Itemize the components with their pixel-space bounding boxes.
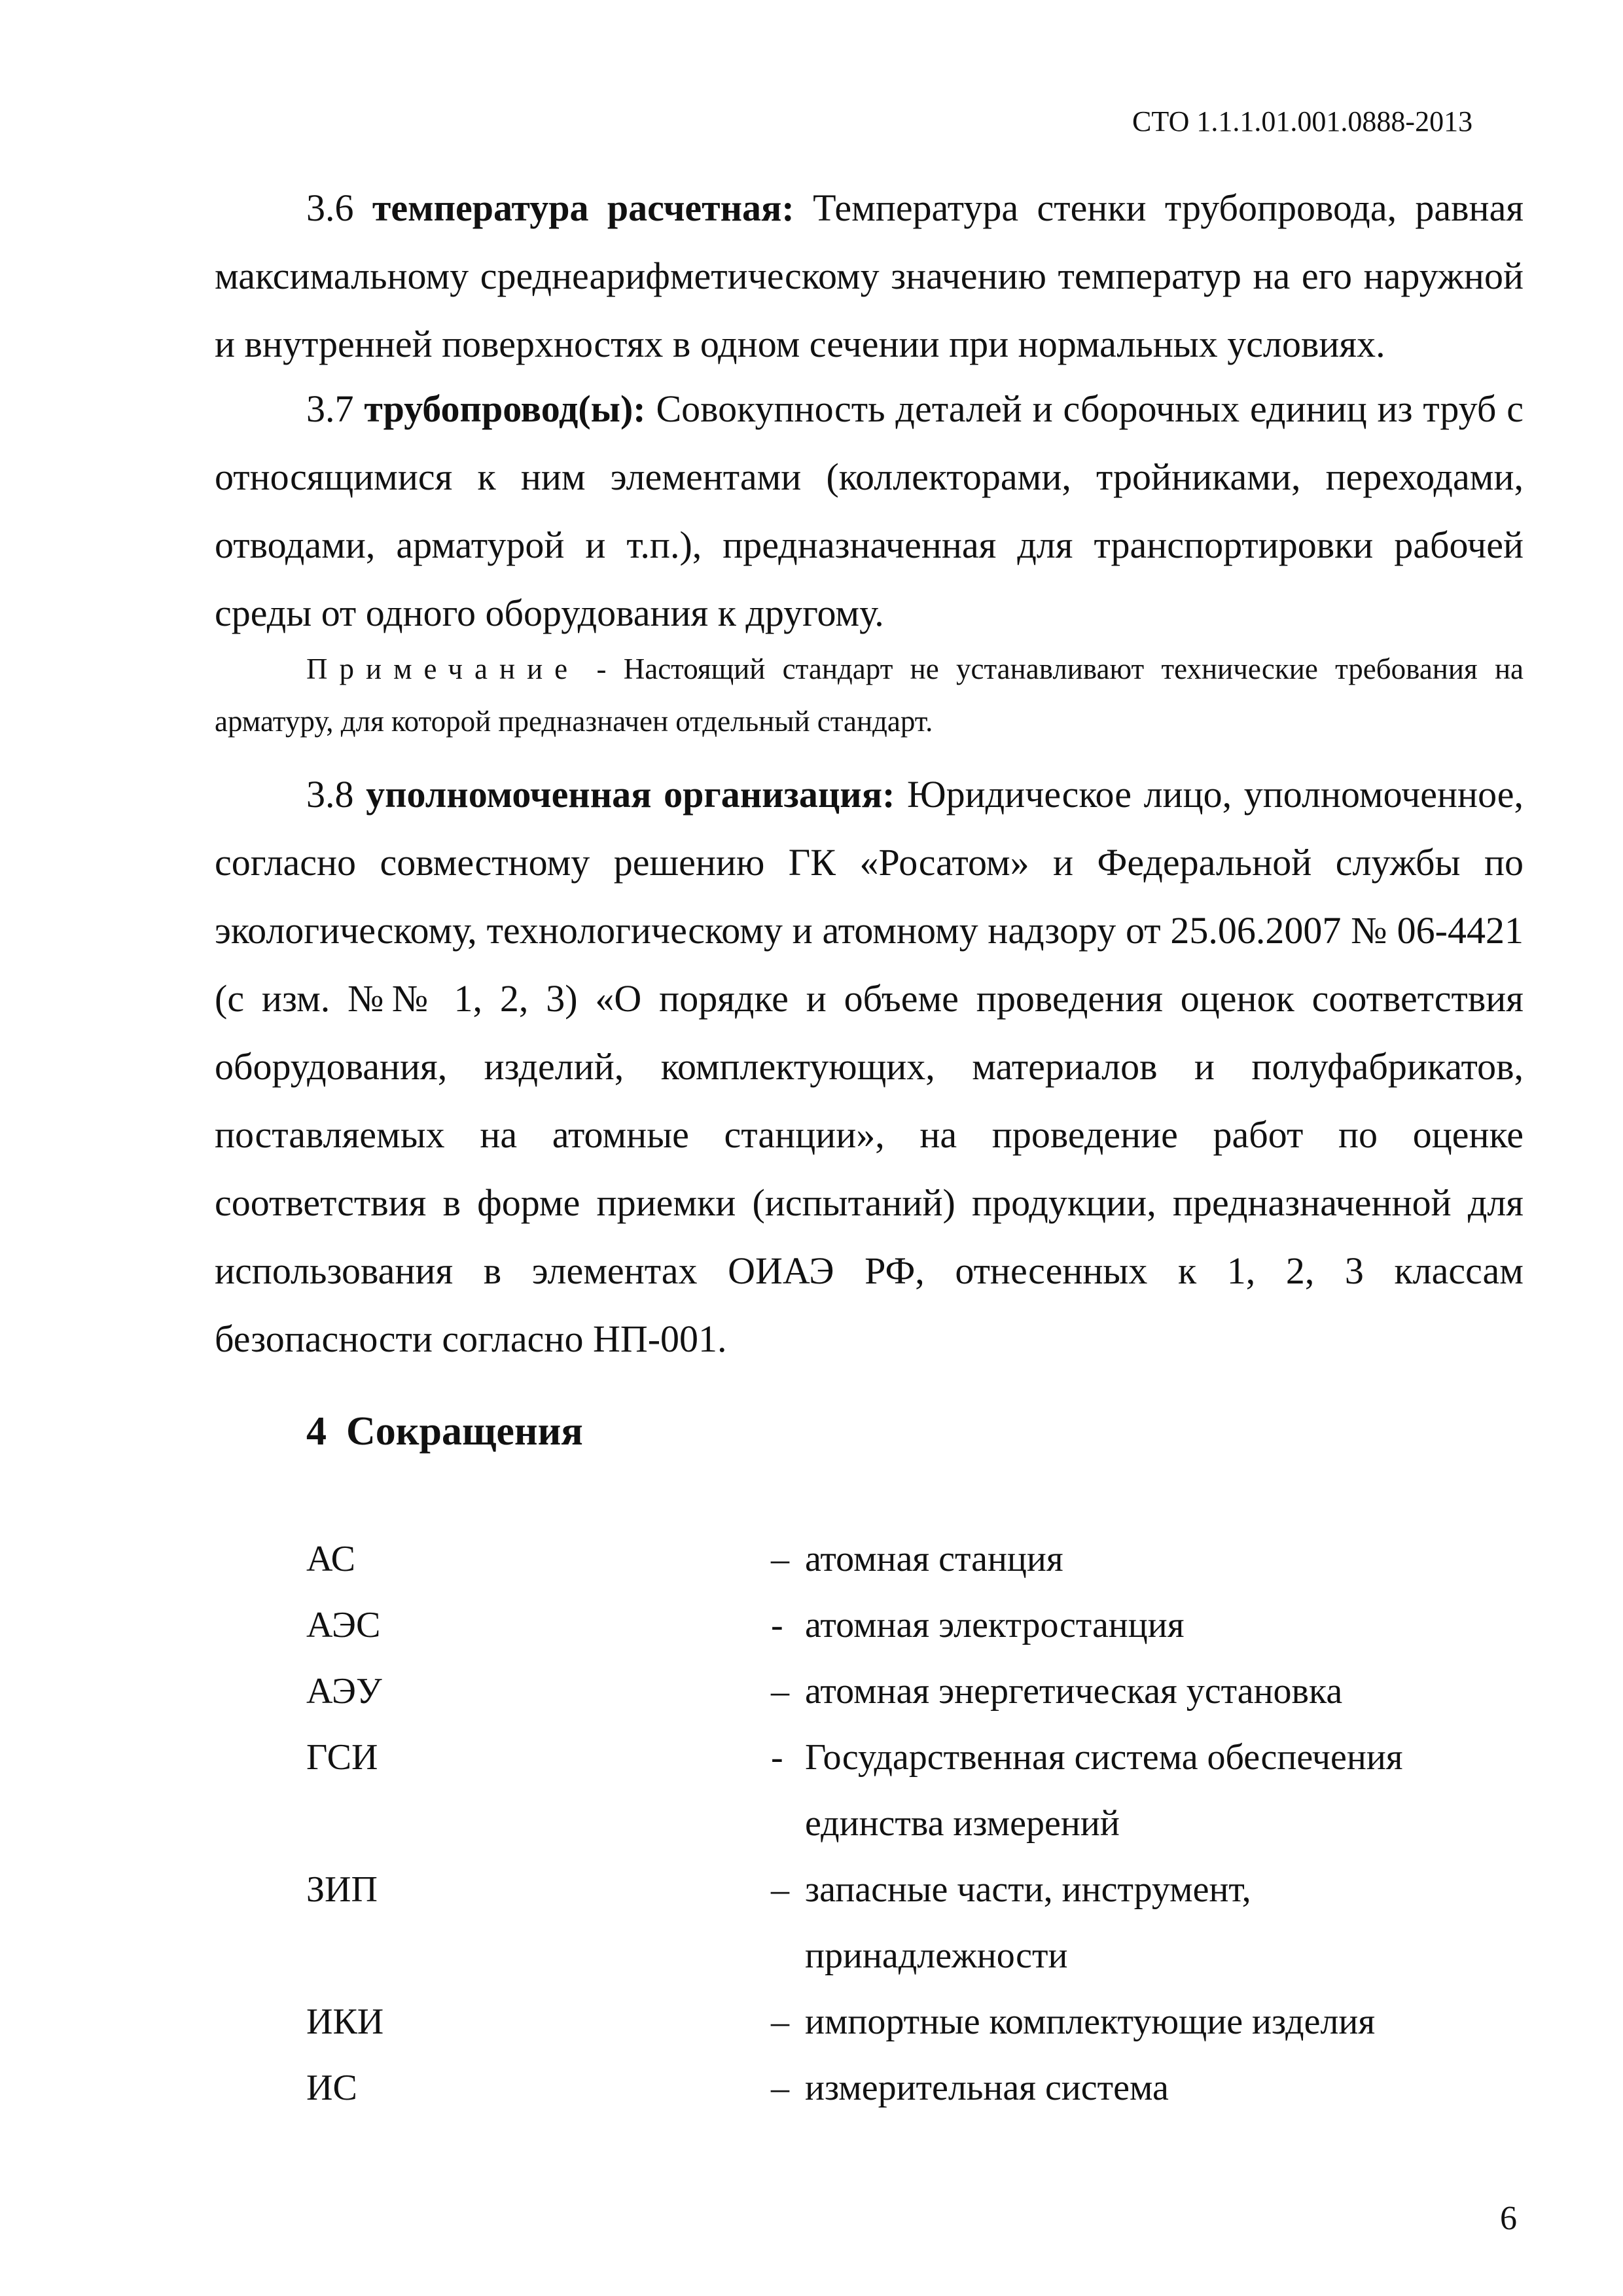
definition-text: Температура стенки трубопровода, равная максимальному среднеарифметическому значению температур на его наружной и внутренней поверхностях в одном сечении при нормальных условиях. [215, 187, 1524, 365]
abbreviation-term: АЭС [306, 1605, 381, 1645]
abbreviation-dash: – [771, 1671, 789, 1712]
abbreviation-definition: измерительная система [805, 2068, 1169, 2108]
definition-term: уполномоченная организация: [366, 773, 895, 816]
page-number: 6 [1500, 2200, 1517, 2237]
note [215, 643, 1524, 747]
abbreviation-term: АС [306, 1539, 356, 1579]
section-title: Сокращения [346, 1409, 583, 1454]
abbreviation-definition-continued: принадлежности [805, 1935, 1068, 1976]
abbreviation-term: ИС [306, 2068, 357, 2108]
definition-term: температура расчетная: [372, 187, 794, 229]
abbreviation-term: ЗИП [306, 1869, 378, 1910]
abbreviation-definition: атомная электростанция [805, 1605, 1185, 1645]
abbreviation-term: ГСИ [306, 1737, 378, 1778]
section-heading [306, 1408, 583, 1455]
definition-3-7 [215, 375, 1524, 647]
note-label: Примечание [306, 653, 580, 685]
abbreviation-dash: - [771, 1737, 783, 1778]
abbreviation-definition-continued: единства измерений [805, 1803, 1120, 1844]
note-separator: - [596, 653, 607, 685]
abbreviation-term: ИКИ [306, 2001, 384, 2042]
abbreviation-dash: - [771, 1605, 783, 1645]
abbreviation-dash: – [771, 2068, 789, 2108]
abbreviation-dash: – [771, 1539, 789, 1579]
definition-text: Юридическое лицо, уполномоченное, согласно совместному решению ГК «Росатом» и Федеральной службы по экологическому, технологическому и атомному надзору от 25.06.2007 № 06-4421 (с изм. №№ 1, 2, 3) «О порядке и объеме проведения оценок соответствия оборудования, изделий, комплектующих, материалов и полуфабрикатов, поставляемых на атомные станции», на проведение работ по оценке соответствия в форме приемки (испытаний) продукции, предназначенной для использования в элементах ОИАЭ РФ, отнесенных к 1, 2, 3 классам безопасности согласно НП-001. [215, 773, 1524, 1360]
abbreviation-definition: импортные комплектующие изделия [805, 2001, 1376, 2042]
section-number: 4 [306, 1409, 327, 1454]
abbreviation-term: АЭУ [306, 1671, 382, 1712]
definition-term: трубопровод(ы): [364, 387, 646, 430]
note-text: Настоящий стандарт не устанавливают технические требования на арматуру, для которой предназначен отдельный стандарт. [215, 653, 1524, 738]
abbreviation-definition: атомная энергетическая установка [805, 1671, 1343, 1712]
abbreviation-dash: – [771, 1869, 789, 1910]
definition-text: Совокупность деталей и сборочных единиц из труб с относящимися к ним элементами (коллекторами, тройниками, переходами, отводами, арматурой и т.п.), предназначенная для транспортировки рабочей среды от одного оборудования к другому. [215, 387, 1524, 634]
definition-number: 3.7 [306, 387, 354, 430]
abbreviation-definition: атомная станция [805, 1539, 1063, 1579]
abbreviation-dash: – [771, 2001, 789, 2042]
definition-3-8 [215, 761, 1524, 1373]
abbreviation-definition: запасные части, инструмент, [805, 1869, 1251, 1910]
definition-3-6 [215, 174, 1524, 378]
abbreviation-definition: Государственная система обеспечения [805, 1737, 1403, 1778]
definition-number: 3.8 [306, 773, 354, 816]
definition-number: 3.6 [306, 187, 354, 229]
document-code: СТО 1.1.1.01.001.0888-2013 [1132, 105, 1473, 137]
